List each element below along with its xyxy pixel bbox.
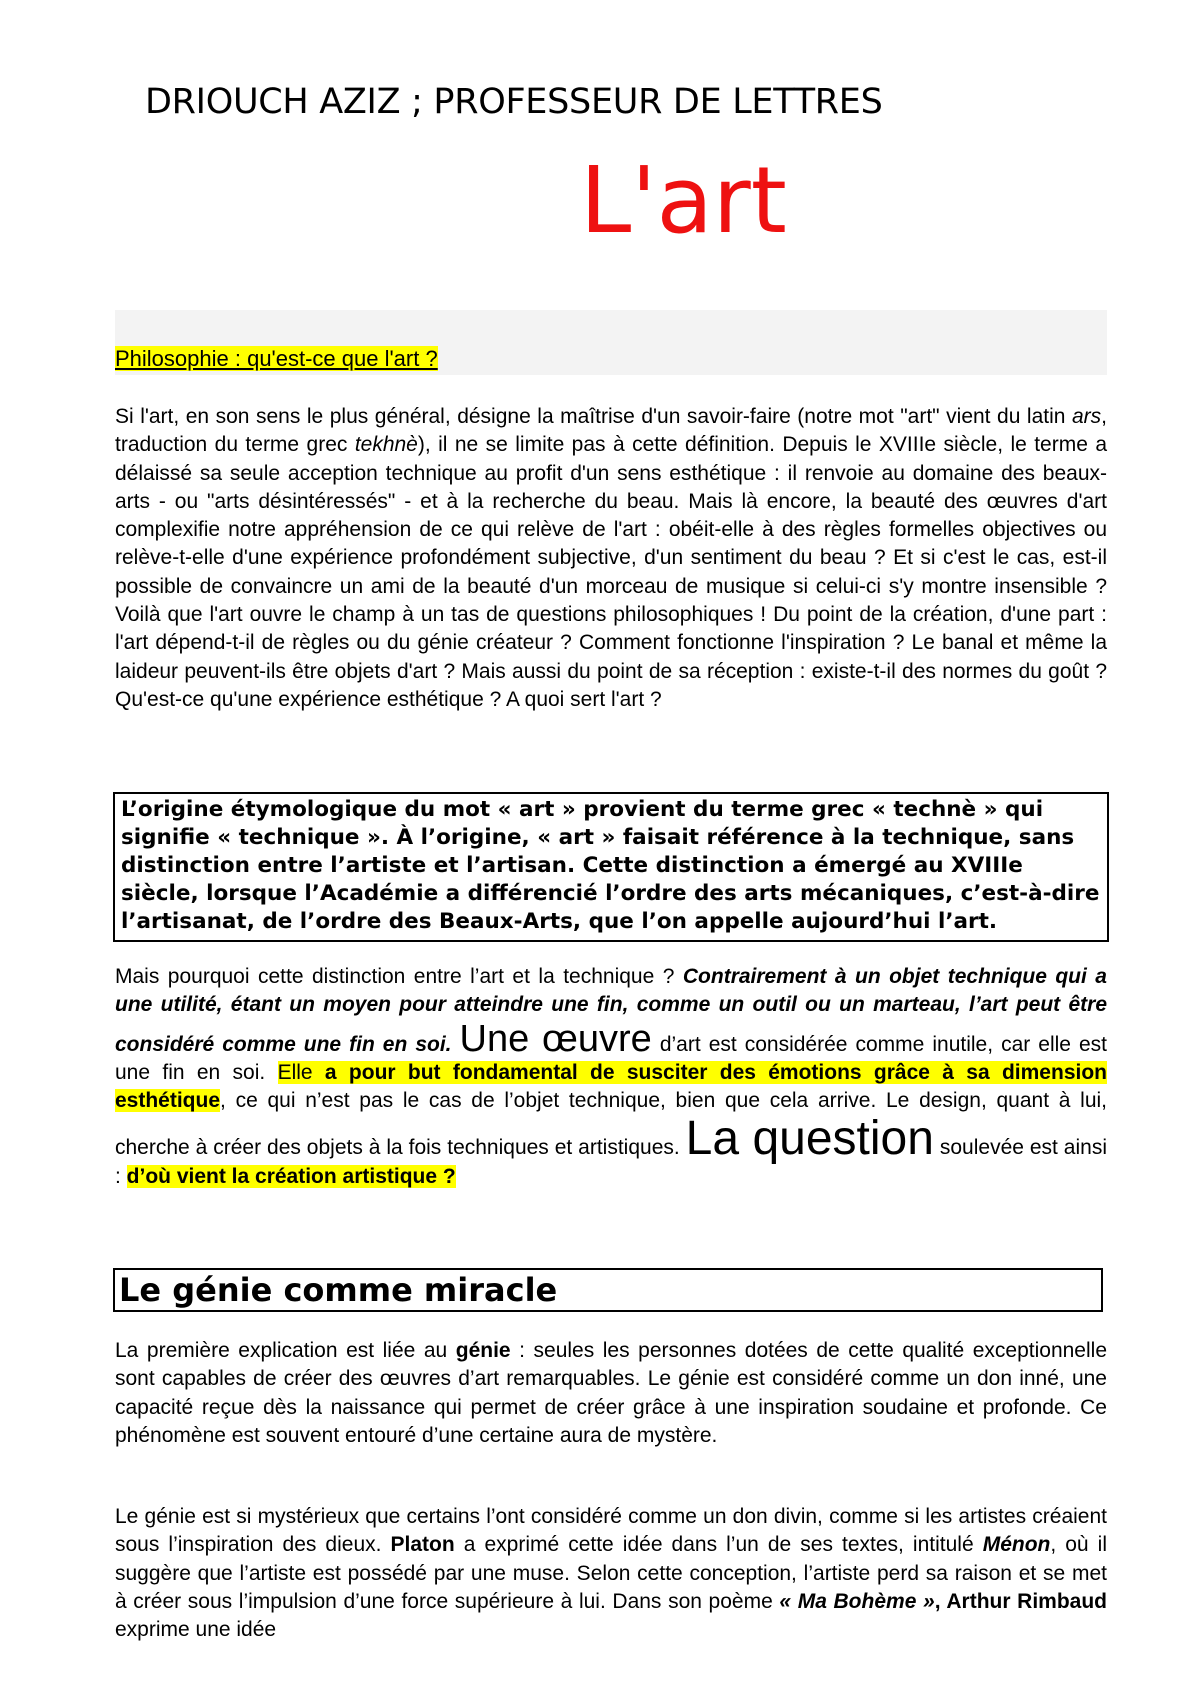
text-run: ), il ne se limite pas à cette définition. Depuis le XVIIIe siècle, le terme a délaissé sa seule acception technique au profit d'un sens esthétique : il renvoie au domaine des beaux-arts - ou "arts désintéressés" - et à la recherche du beau. Mais là encore, la beauté des œuvres d'art complexifie notre appréhension de ce qui relève de l'art : obéit-elle à des règles formelles objectives ou relève-t-elle d'une expérience profondément subjective, d'un sentiment du beau ? Et si c'est le cas, est-il possible de convaincre un ami de la beauté d'un morceau de musique si celui-ci s'y montre insensible ? Voilà que l'art ouvre le champ à un tas de questions philosophiques ! Du point de la création, d'une part : l'art dépend-t-il de règles ou du génie créateur ? Comment fonctionne l'inspiration ? Le banal et même la laideur peuvent-ils être objets d'art ? Mais aussi du point de sa réception : existe-t-il des normes du goût ? Qu'est-ce qu'une expérience esthétique ? A quoi sert l'art ? [115, 433, 1107, 711]
term-tekhne: tekhnè [354, 433, 418, 457]
text-run: , ce qui n’est pas le cas de l’objet technique, bien que cela arrive. Le design, quant à lui, cherche à créer des objets à la fois techniques et artistiques. [115, 1089, 1107, 1160]
text-run: d’art est considérée comme inutile, car elle est une fin en soi. [115, 1032, 1107, 1084]
work-title: « Ma Bohème » [779, 1589, 935, 1613]
text-run: , [934, 1589, 947, 1613]
text-run: soulevée est ainsi : [115, 1136, 1107, 1189]
text-run: : seules les personnes dotées de cette qualité exceptionnelle sont capables de créer des œuvres d’art remarquables. Le génie est considéré comme un don inné, une capacité reçue dès la naissance qui permet de créer grâce à une inspiration soudaine et profonde. Ce phénomène est souvent entouré d’une certaine aura de mystère. [115, 1339, 1108, 1447]
text-run [452, 1033, 460, 1056]
genie-paragraph [115, 1337, 1107, 1450]
highlighted-run: Elle [277, 1060, 325, 1084]
genie-paragraph-block [115, 1337, 1107, 1450]
intro-paragraph-block [115, 403, 1107, 714]
divine-paragraph-block [115, 1503, 1107, 1644]
text-run: exprime une idée [115, 1618, 277, 1642]
section-heading-philosophie [115, 346, 438, 372]
work-title: Ménon [982, 1533, 1051, 1557]
text-run: Mais pourquoi cette distinction entre l’art et la technique ? [115, 965, 683, 988]
text-run: Si l'art, en son sens le plus général, désigne la maîtrise d'un savoir-faire (notre mot "art" vient du latin [115, 405, 1072, 428]
text-run: , traduction du terme grec [115, 405, 1107, 457]
bold-term: génie [455, 1339, 511, 1362]
text-run: a exprimé cette idée dans l’un de ses textes, intitulé [454, 1533, 983, 1557]
large-text-run: La question [685, 1112, 934, 1166]
emphasis-run: Contrairement à un objet technique qui a une utilité, étant un moyen pour atteindre une fin, comme un outil ou un marteau, l’art peut être considéré comme une fin en soi. [115, 965, 1107, 1056]
bold-name: Arthur Rimbaud [946, 1589, 1107, 1613]
large-text-run: Une œuvre [459, 1017, 652, 1060]
distinction-paragraph [115, 963, 1107, 1192]
highlighted-bold-run: d’où vient la création artistique ? [126, 1165, 456, 1189]
heading-highlight: Philosophie : qu'est-ce que l'art ? [115, 346, 438, 371]
text-run: Le génie est si mystérieux que certains l’ont considéré comme un don divin, comme si les artistes créaient sous l’inspiration des dieux. [115, 1505, 1107, 1557]
intro-paragraph [115, 403, 1107, 714]
bold-name: Platon [390, 1533, 455, 1557]
divine-paragraph [115, 1503, 1107, 1644]
etymology-box: L’origine étymologique du mot « art » provient du terme grec « technè » qui signifie « technique ». À l’origine, « art » faisait référence à la technique, sans distinction entre l’artiste et l’artisan. Cette distinction a émergé au XVIIIe siècle, lorsque l’Académie a différencié l’ordre des arts mécaniques, c’est-à-dire l’artisanat, de l’ordre des Beaux-Arts, que l’on appelle aujourd’hui l’art. [113, 792, 1109, 942]
section-heading-genie: Le génie comme miracle [113, 1268, 1103, 1312]
term-ars: ars [1071, 405, 1102, 428]
author-header: DRIOUCH AZIZ ; PROFESSEUR DE LETTRES [145, 82, 883, 122]
text-run: , où il suggère que l’artiste est possédé par une muse. Selon cette conception, l’artiste perd sa raison et se met à créer sous l’impulsion d’une force supérieure à lui. Dans son poème [115, 1533, 1107, 1613]
highlighted-bold-run: a pour but fondamental de susciter des émotions grâce à sa dimension esthétique [115, 1060, 1107, 1113]
document-title: L'art [580, 147, 787, 254]
distinction-paragraph-block [115, 963, 1107, 1192]
text-run: La première explication est liée au [115, 1339, 456, 1362]
